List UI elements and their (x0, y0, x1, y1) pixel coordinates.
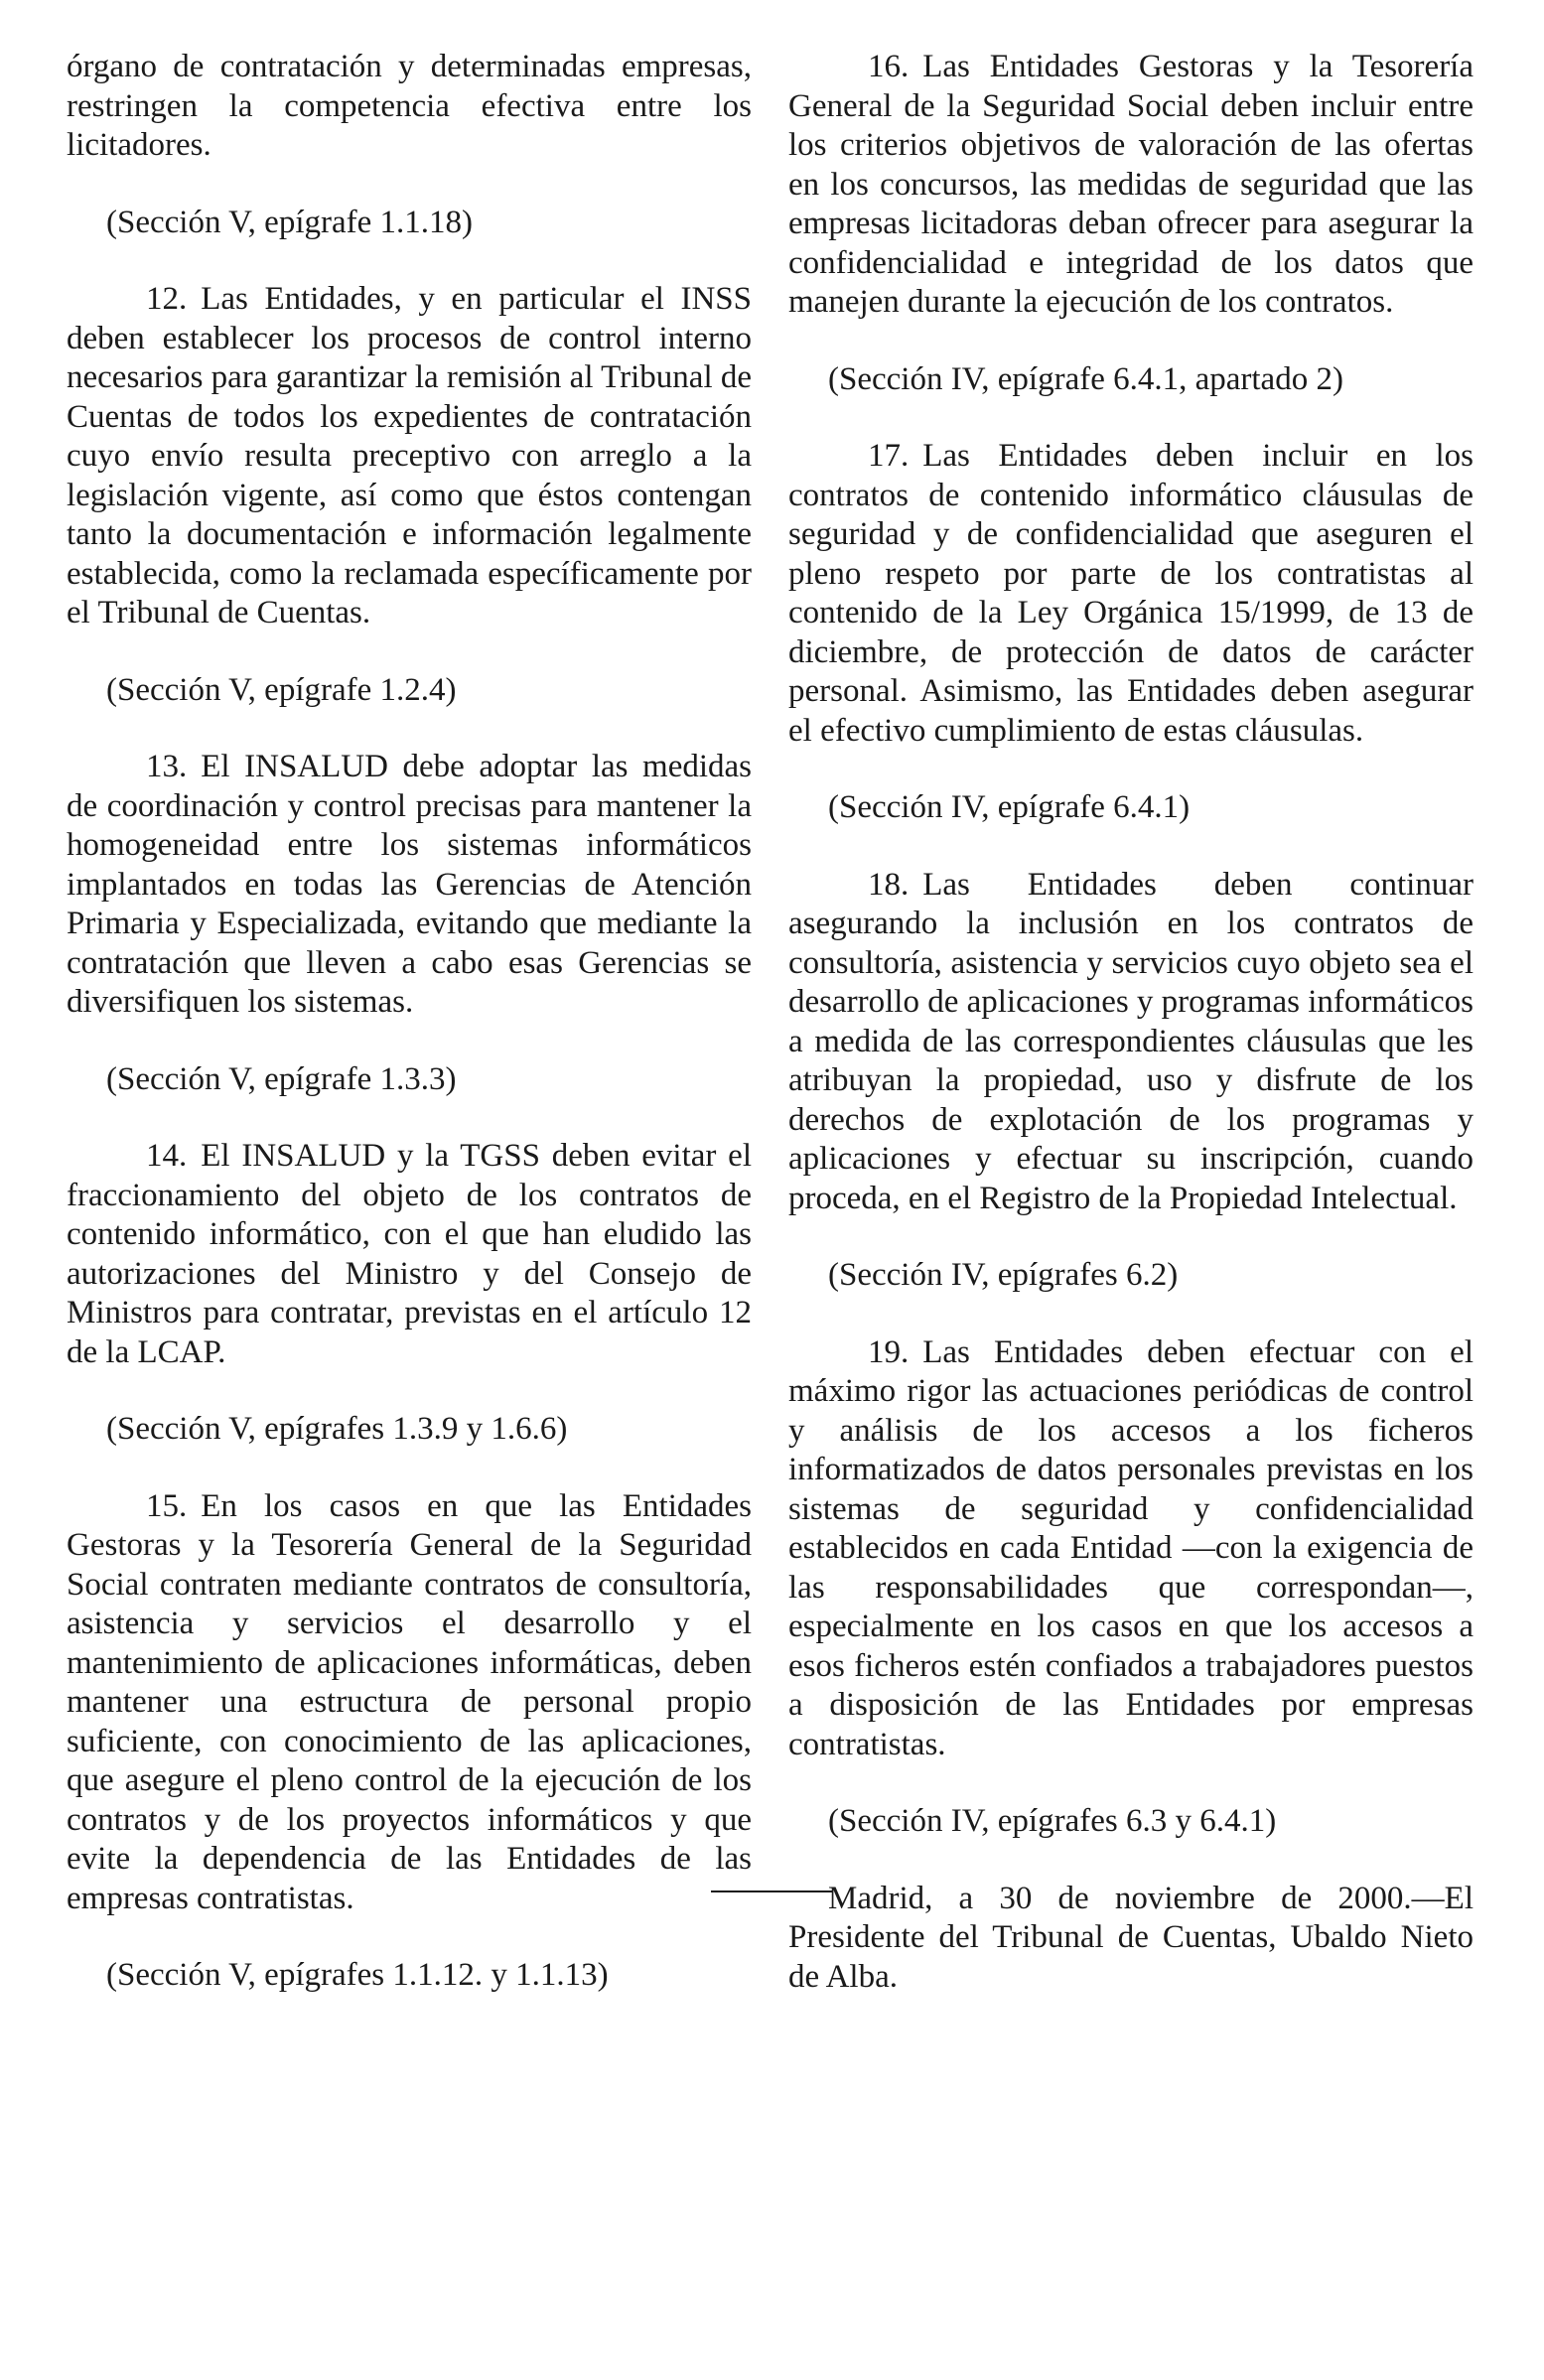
left-column (67, 48, 752, 2033)
paragraph-number: 15. (146, 1487, 188, 1524)
paragraph-text: Las Entidades deben incluir en los contratos de contenido informático cláusulas de seguridad y de confidencialidad que aseguren el pleno respeto por parte de los contratistas al contenido de la Ley Orgánica 15/1999, de 13 de diciembre, de protección de datos de carácter personal. Asimismo, las Entidades deben asegurar el efectivo cumplimiento de estas cláusulas. (788, 438, 1474, 749)
paragraph-number: 14. (146, 1138, 188, 1174)
section-reference: (Sección V, epígrafe 1.1.18) (106, 204, 474, 240)
paragraph-number: 18. (868, 866, 910, 903)
paragraph-15 (67, 1487, 752, 1919)
paragraph-number: 17. (868, 438, 910, 474)
paragraph-12 (67, 280, 752, 633)
paragraph-text: Las Entidades Gestoras y la Tesorería General de la Seguridad Social deben incluir entre los criterios objetivos de valoración de las ofertas en los concursos, las medidas de seguridad que las empresas licitadoras deban ofrecer para asegurar la confidencialidad e integridad de los datos que manejen durante la ejecución de los contratos. (788, 49, 1474, 320)
section-reference: (Sección IV, epígrafes 6.3 y 6.4.1) (828, 1803, 1277, 1839)
section-reference: (Sección IV, epígrafe 6.4.1, apartado 2) (828, 360, 1343, 397)
paragraph-text: En los casos en que las Entidades Gestoras y la Tesorería General de la Seguridad Social contraten mediante contratos de consultoría, asistencia y servicios el desarrollo y el mantenimiento de aplicaciones informáticas, deben mantener una estructura de personal propio suficiente, con conocimiento de las aplicaciones, que asegure el pleno control de la ejecución de los contratos y de los proyectos informáticos y que evite la dependencia de las Entidades de las empresas contratistas. (67, 1487, 752, 1916)
section-reference: (Sección IV, epígrafe 6.4.1) (828, 789, 1191, 825)
paragraph-text: El INSALUD y la TGSS deben evitar el fraccionamiento del objeto de los contratos de contenido informático, con el que han eludido las autorizaciones del Ministro y del Consejo de Ministros para contratar, previstas en el artículo 12 de la LCAP. (67, 1138, 752, 1370)
paragraph-16 (788, 48, 1474, 323)
paragraph-14 (67, 1137, 752, 1372)
right-column (788, 48, 1474, 2034)
section-reference: (Sección IV, epígrafes 6.2) (828, 1257, 1179, 1293)
paragraph-text: Las Entidades deben efectuar con el máximo rigor las actuaciones periódicas de control y análisis de los accesos a los ficheros informatizados de datos personales previstas en los sistemas de seguridad y confidencialidad establecidos en cada Entidad —con la exigencia de las responsabilidades que correspondan—, especialmente en los casos en que los accesos a esos ficheros estén confiados a trabajadores puestos a disposición de las Entidades por empresas contratistas. (788, 1333, 1474, 1762)
paragraph-number: 16. (868, 49, 910, 84)
paragraph-number: 12. (146, 281, 188, 317)
section-reference: (Sección V, epígrafe 1.3.3) (106, 1060, 457, 1097)
paragraph-text: Las Entidades deben continuar asegurando la inclusión en los contratos de consultoría, asistencia y servicios cuyo objeto sea el desarrollo de aplicaciones y programas informáticos a medida de las correspondientes cláusulas que les atribuyan la propiedad, uso y disfrute de los derechos de explotación de los programas y aplicaciones y efectuar su inscripción, cuando proceda, en el Registro de la Propiedad Intelectual. (788, 866, 1474, 1216)
paragraph-17 (788, 437, 1474, 751)
section-reference: (Sección V, epígrafes 1.3.9 y 1.6.6) (106, 1411, 568, 1447)
paragraph-18 (788, 866, 1474, 1219)
paragraph-19 (788, 1333, 1474, 1765)
section-reference: (Sección V, epígrafes 1.1.12. y 1.1.13) (106, 1957, 609, 1993)
section-reference: (Sección V, epígrafe 1.2.4) (106, 671, 457, 708)
paragraph-number: 13. (146, 749, 188, 784)
paragraph-text: Las Entidades, y en particular el INSS deben establecer los procesos de control interno necesarios para garantizar la remisión al Tribunal de Cuentas de todos los expedientes de contratación cuyo envío resulta preceptivo con arreglo a la legislación vigente, así como que éstos contengan tanto la documentación e información legalmente establecida, como la reclamada específicamente por el Tribunal de Cuentas. (67, 281, 753, 630)
section-divider-rule (711, 1890, 832, 1892)
paragraph-13 (67, 748, 752, 1023)
closing-signature: Madrid, a 30 de noviembre de 2000.—El Presidente del Tribunal de Cuentas, Ubaldo Nieto de Alba. (788, 1880, 1474, 1995)
paragraph-intro: órgano de contratación y determinadas empresas, restringen la competencia efectiva entre los licitadores. (67, 49, 752, 163)
paragraph-text: El INSALUD debe adoptar las medidas de coordinación y control precisas para mantener la homogeneidad entre los sistemas informáticos implantados en todas las Gerencias de Atención Primaria y Especializada, evitando que mediante la contratación que lleven a cabo esas Gerencias se diversifiquen los sistemas. (67, 749, 752, 1020)
paragraph-number: 19. (868, 1333, 910, 1370)
